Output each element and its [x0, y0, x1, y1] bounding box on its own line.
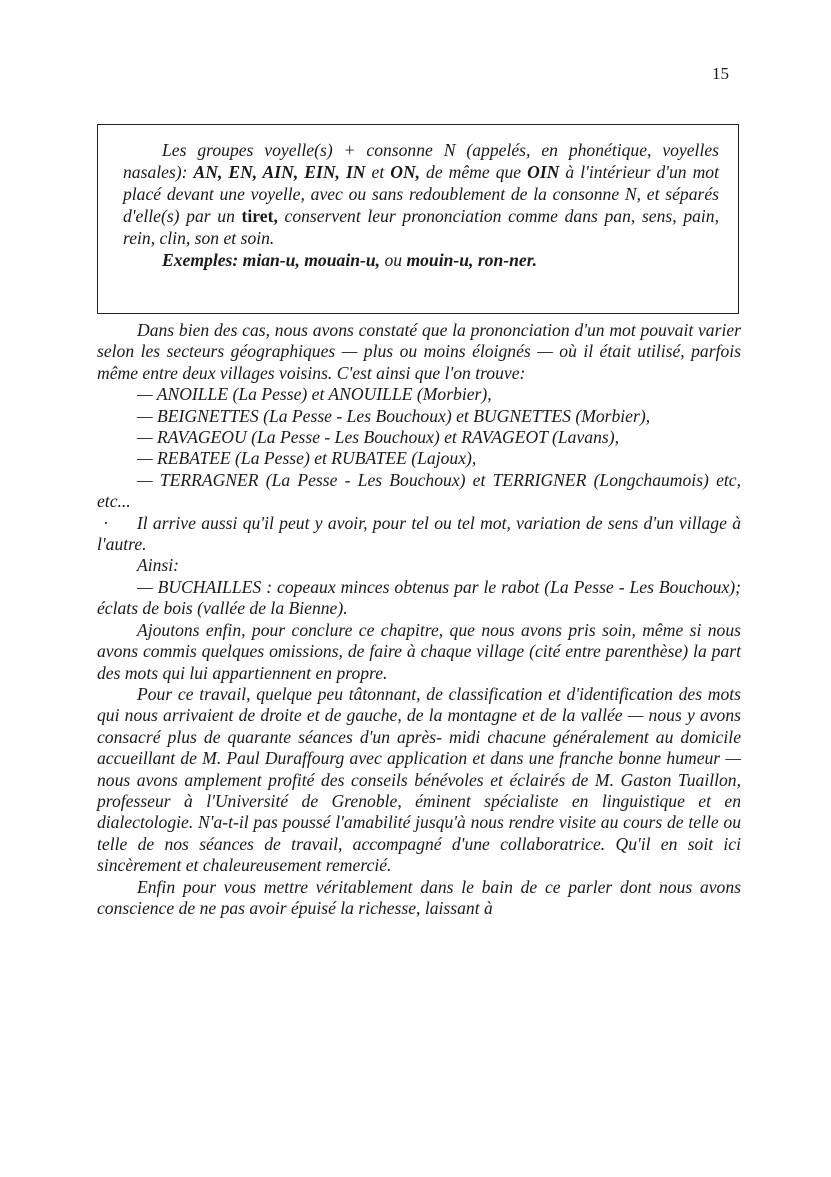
paragraph: Enfin pour vous mettre véritablement dans le bain de ce parler dont nous avons conscience de ne pas avoir épuisé la richesse, laissant à — [97, 876, 741, 918]
paragraph-text: Il arrive aussi qu'il peut y avoir, pour tel ou tel mot, variation de sens d'un village à l'autre. — [97, 512, 741, 555]
rule-text: conservent leur prononciation comme dans pan, sens, pain, rein, clin, son et soin. — [123, 206, 719, 249]
rule-nasal-on: ON, — [390, 162, 421, 183]
variant-item: — BEIGNETTES (La Pesse - Les Bouchoux) et BUGNETTES (Morbier), — [137, 405, 651, 426]
rule-tiret: tiret, — [241, 206, 278, 227]
paragraph: Ajoutons enfin, pour conclure ce chapitre, que nous avons pris soin, même si nous avons commis quelques omissions, de faire à chaque village (cité entre parenthèse) la part des mots qui lui appartiennent en propre. — [97, 619, 741, 683]
rule-paragraph — [123, 139, 719, 249]
variant-item: — TERRAGNER (La Pesse - Les Bouchoux) et TERRIGNER (Longchaumois) etc, etc... — [97, 469, 741, 512]
main-text — [97, 320, 741, 919]
rule-box-text — [123, 139, 719, 272]
page-number: 15 — [712, 64, 729, 83]
rule-text: et — [365, 162, 391, 183]
example-word: mouain-u, — [304, 250, 381, 271]
variant-item: — RAVAGEOU (La Pesse - Les Bouchoux) et RAVAGEOT (Lavans), — [137, 427, 619, 448]
rule-text: à l'intérieur d'un mot placé devant une voyelle, avec ou sans redoublement de la consonne N, et séparés d'elle(s) par un — [123, 162, 719, 227]
examples-or: ou — [384, 250, 403, 271]
example-word: mouin-u, — [406, 250, 474, 271]
paragraph — [97, 513, 741, 556]
variant-item: — BUCHAILLES : copeaux minces obtenus par le rabot (La Pesse - Les Bouchoux); éclats de bois (vallée de la Bienne). — [97, 576, 741, 619]
rule-text: de même que — [420, 162, 528, 183]
examples-label: Exemples: — [162, 250, 239, 271]
rule-nasal-list: AN, EN, AIN, EIN, IN — [193, 162, 366, 183]
paragraph: Pour ce travail, quelque peu tâtonnant, de classification et d'identification des mots qui nous arrivaient de droite et de gauche, de la montagne et de la vallée — nous y avons consacré plus de quarante séances d'un après- midi chacune généralement au domicile accueillant de M. Paul Duraffourg avec application et dans une franche bonne humeur — nous avons amplement profité des conseils bénévoles et éclairés de M. Gaston Tuaillon, professeur à l'Université de Grenoble, éminent spécialiste en linguistique et en dialectologie. N'a-t-il pas poussé l'amabilité jusqu'à nous rendre visite au cours de telle ou telle de nos séances de travail, accompagné d'une collaboratrice. Qu'il en soit ici sincèrement et chaleureusement remercié. — [97, 683, 741, 876]
variant-item: — ANOILLE (La Pesse) et ANOUILLE (Morbier), — [137, 384, 492, 405]
example-word: ron-ner. — [477, 250, 537, 271]
rule-text: Les groupes voyelle(s) + consonne N (appelés, en phonétique, voyelles nasales): — [123, 140, 719, 183]
paragraph: Ainsi: — [137, 555, 180, 576]
variant-item: — REBATEE (La Pesse) et RUBATEE (Lajoux), — [137, 448, 477, 469]
paragraph: Dans bien des cas, nous avons constaté que la prononciation d'un mot pouvait varier selon les secteurs géographiques — plus ou moins éloignés — où il était utilisé, parfois même entre deux villages voisins. C'est ainsi que l'on trouve: — [97, 320, 741, 383]
rule-nasal-oin: OIN — [527, 162, 560, 183]
examples-line — [123, 249, 719, 271]
example-word: mian-u, — [242, 250, 300, 271]
margin-mark: · — [103, 512, 109, 533]
